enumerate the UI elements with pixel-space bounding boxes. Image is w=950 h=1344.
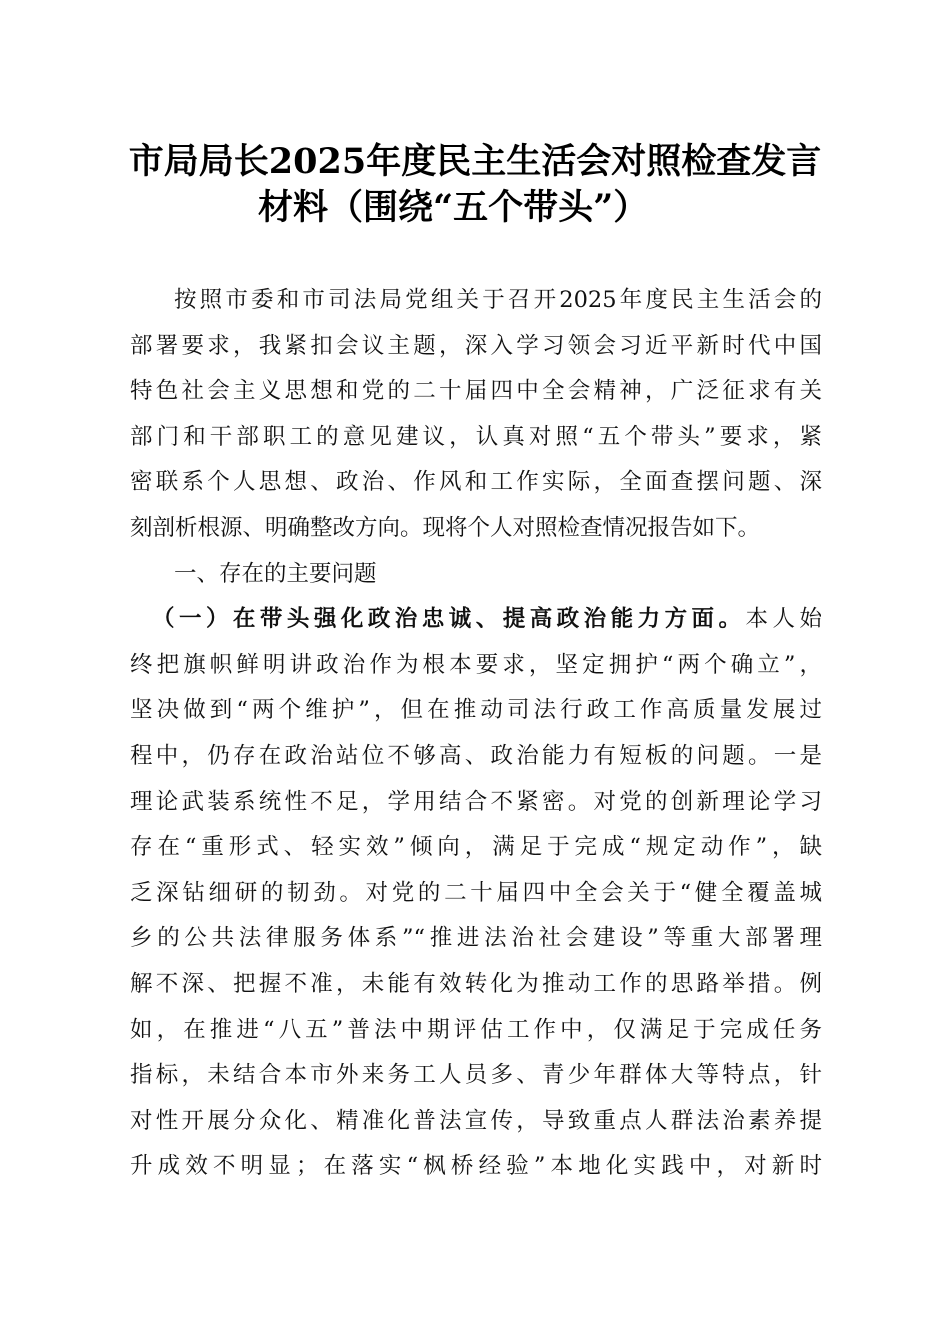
- paragraph-line: 乏深钻细研的韧劲。对党的二十届四中全会关于“健全覆盖城: [130, 879, 822, 906]
- paragraph-line: 部门和干部职工的意见建议，认真对照“五个带头”要求，紧: [130, 423, 822, 450]
- paragraph-line: 部署要求，我紧扣会议主题，深入学习领会习近平新时代中国: [130, 332, 822, 359]
- subsection-first-line-text: 本人始: [745, 606, 822, 633]
- document-title-line-1: 市局局长2025年度民主生活会对照检查发言: [128, 141, 822, 182]
- paragraph-line: 特色社会主义思想和党的二十届四中全会精神，广泛征求有关: [130, 378, 822, 405]
- paragraph-line: 指标，未结合本市外来务工人员多、青少年群体大等特点，针: [130, 1062, 822, 1089]
- paragraph-line: 解不深、把握不准，未能有效转化为推动工作的思路举措。例: [130, 970, 822, 997]
- paragraph-line: 乡的公共法律服务体系”“推进法治社会建设”等重大部署理: [130, 925, 822, 952]
- paragraph-line: 按照市委和市司法局党组关于召开2025年度民主生活会的: [174, 287, 822, 313]
- subsection-first-line: [130, 597, 822, 643]
- subsection-heading: （一）在带头强化政治忠诚、提高政治能力方面。: [152, 606, 746, 633]
- document-body: [130, 278, 822, 1190]
- paragraph-line: 坚决做到“两个维护”，但在推动司法行政工作高质量发展过: [130, 697, 822, 724]
- paragraph-line: 如，在推进“八五”普法中期评估工作中，仅满足于完成任务: [130, 1016, 822, 1043]
- section-heading: 一、存在的主要问题: [174, 560, 377, 587]
- paragraph-line: 理论武装系统性不足，学用结合不紧密。对党的创新理论学习: [130, 788, 822, 815]
- paragraph-line: 升成效不明显；在落实“枫桥经验”本地化实践中，对新时: [130, 1153, 822, 1180]
- paragraph-line: 终把旗帜鲜明讲政治作为根本要求，坚定拥护“两个确立”，: [130, 651, 822, 678]
- paragraph-line: 存在“重形式、轻实效”倾向，满足于完成“规定动作”，缺: [130, 834, 822, 861]
- paragraph-line: 程中，仍存在政治站位不够高、政治能力有短板的问题。一是: [130, 742, 822, 769]
- document-title-line-2: 材料（围绕“五个带头”）: [258, 187, 649, 228]
- paragraph-line: 刻剖析根源、明确整改方向。现将个人对照检查情况报告如下。: [130, 514, 761, 541]
- paragraph-line: 对性开展分众化、精准化普法宣传，导致重点人群法治素养提: [130, 1107, 822, 1134]
- paragraph-line: 密联系个人思想、政治、作风和工作实际，全面查摆问题、深: [130, 469, 822, 496]
